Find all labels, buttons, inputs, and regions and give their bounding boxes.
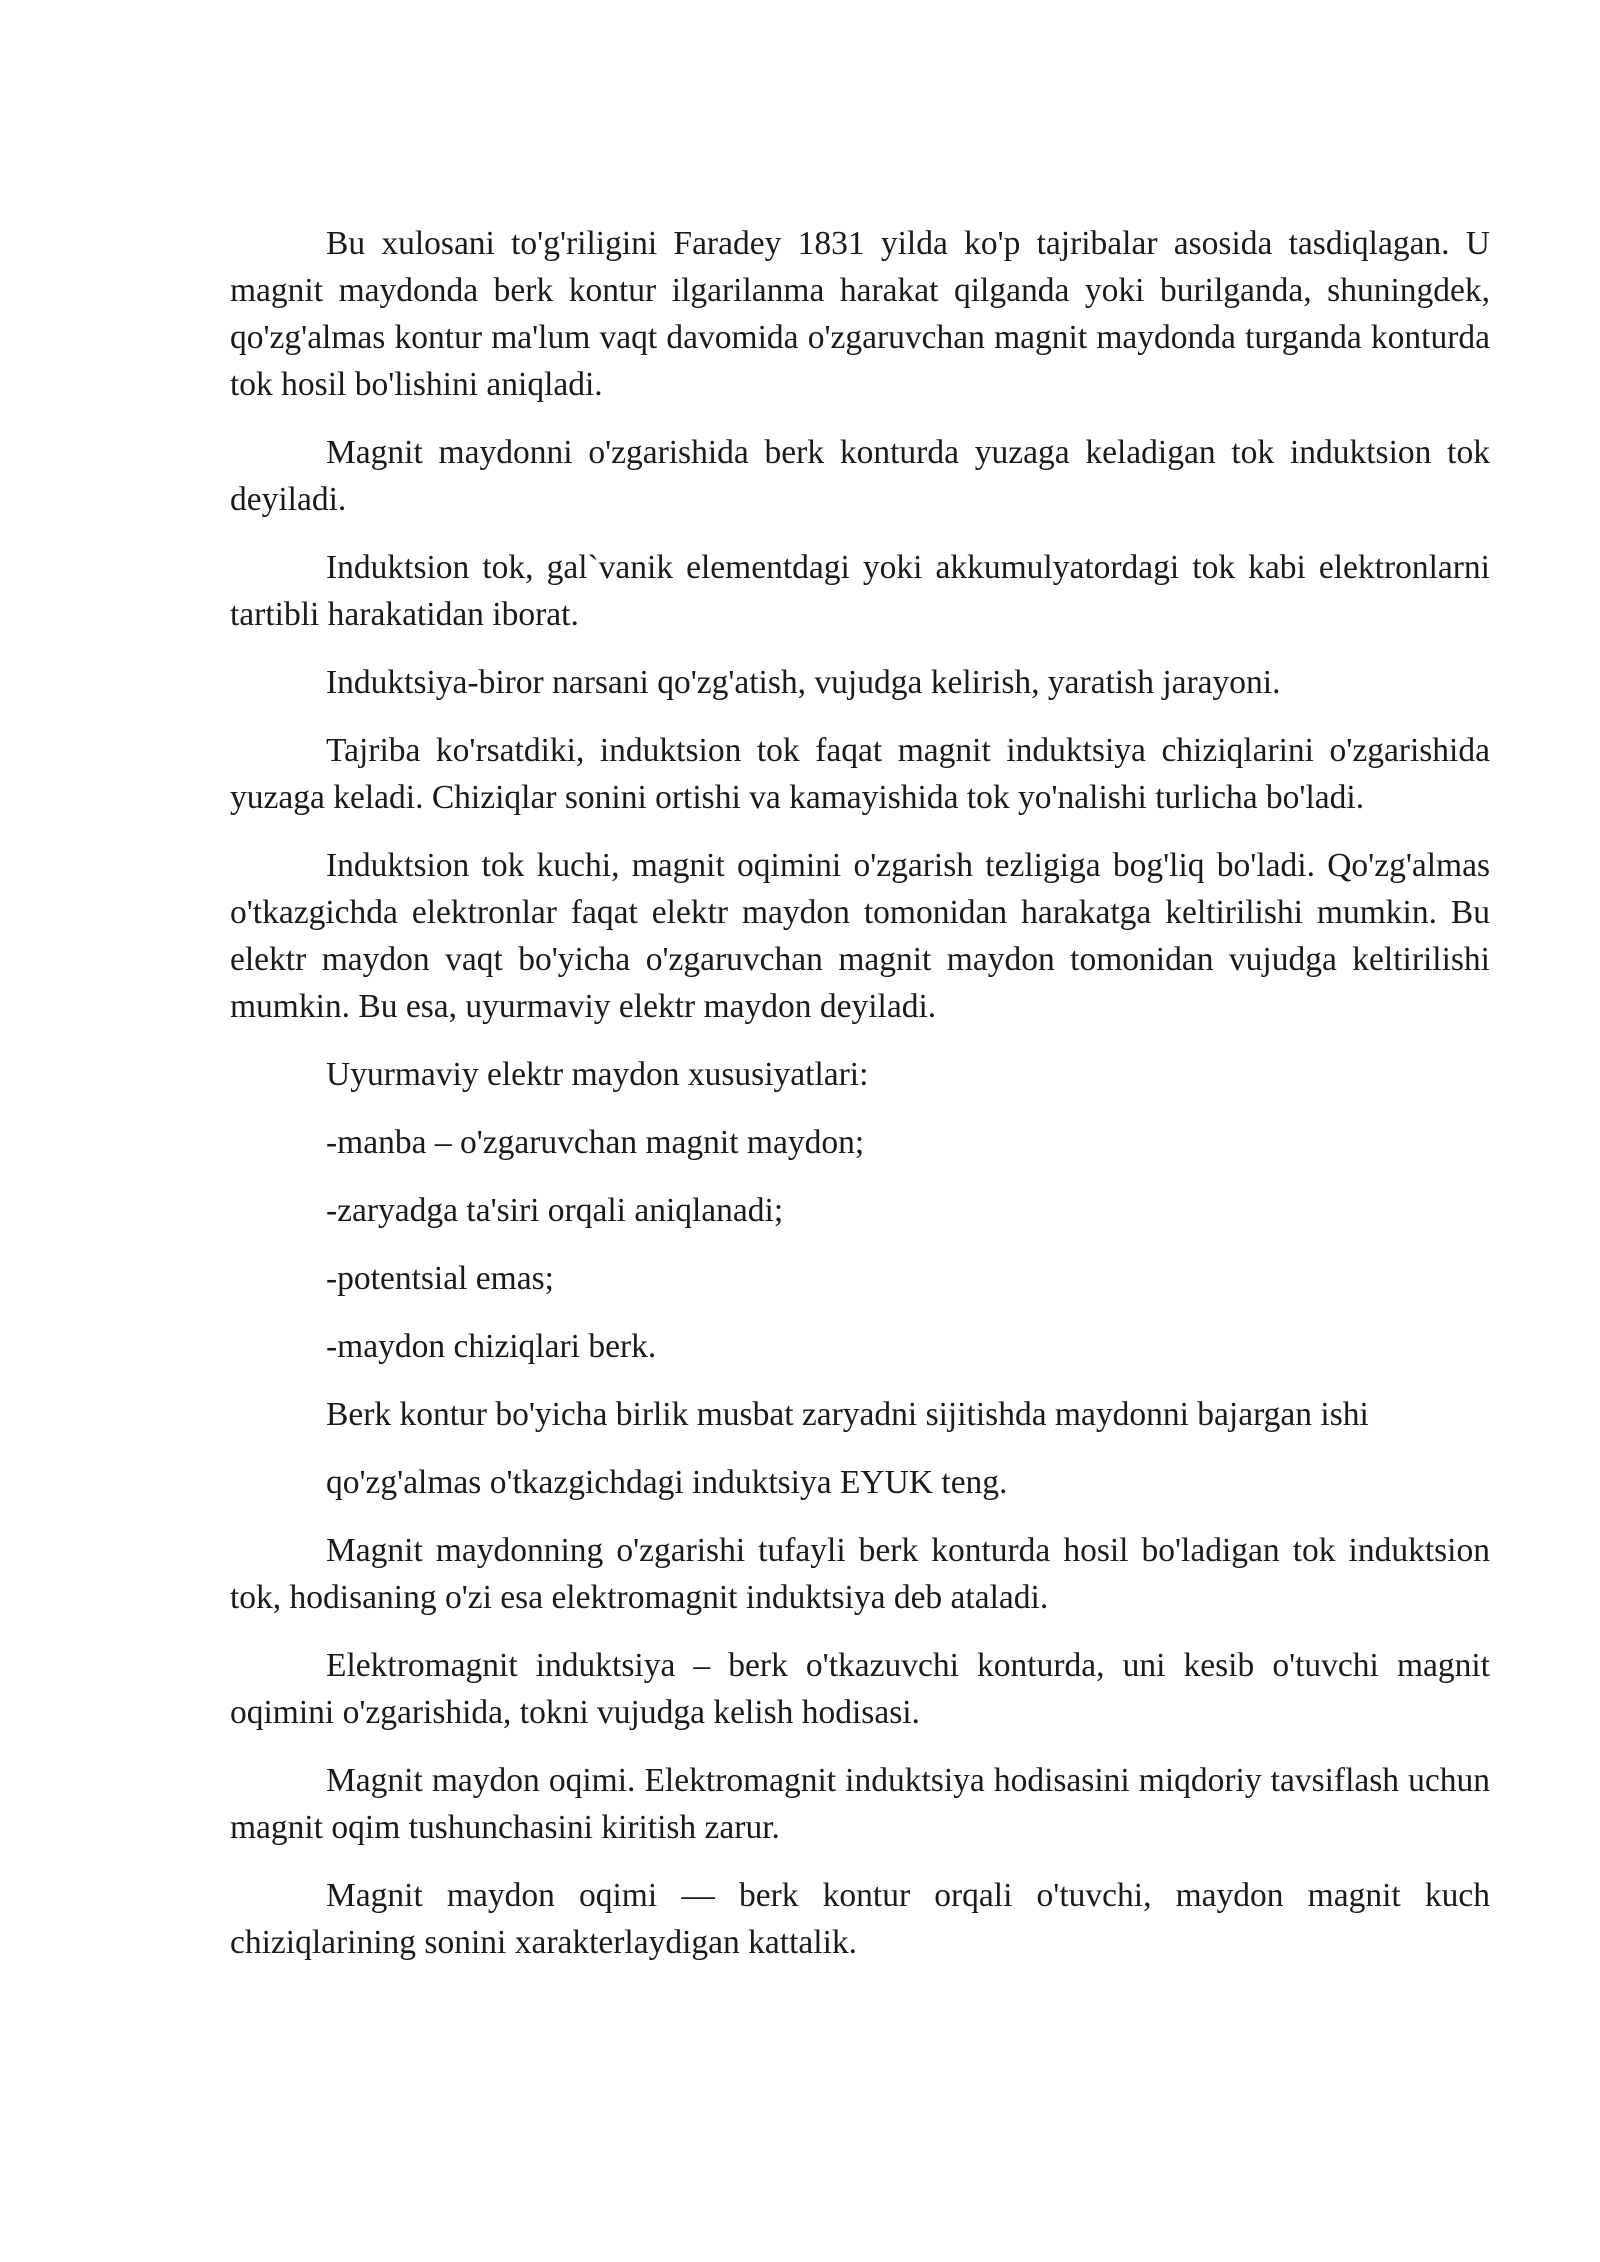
list-item-not-potential: -potentsial emas;	[326, 1260, 554, 1297]
list-item-closed-lines: -maydon chiziqlari berk.	[326, 1328, 657, 1365]
paragraph-experiment-shows: Tajriba ko'rsatdiki, induktsion tok faqat magnit induktsiya chiziqlarini o'zgarishida yuzaga keladi. Chiziqlar sonini ortishi va kamayishida tok yo'nalishi turlicha bo'ladi.	[230, 732, 1490, 816]
paragraph-em-induction-named: Magnit maydonning o'zgarishi tufayli berk konturda hosil bo'ladigan tok induktsion tok, hodisaning o'zi esa elektromagnit induktsiya deb ataladi.	[230, 1532, 1490, 1616]
paragraph-magnetic-flux-definition: Magnit maydon oqimi — berk kontur orqali o'tuvchi, maydon magnit kuch chiziqlarining sonini xarakterlaydigan kattalik.	[230, 1877, 1490, 1961]
paragraph-work-of-field: Berk kontur bo'yicha birlik musbat zaryadni sijitishda maydonni bajargan ishi	[326, 1396, 1369, 1433]
list-item-charge-effect: -zaryadga ta'siri orqali aniqlanadi;	[326, 1192, 784, 1229]
paragraph-induction-current-strength: Induktsion tok kuchi, magnit oqimini o'zgarish tezligiga bog'liq bo'ladi. Qo'zg'almas o'tkazgichda elektronlar faqat elektr maydon tomonidan harakatga keltirilishi mumkin. Bu elektr maydon vaqt bo'yicha o'zgaruvchan magnit maydon tomonidan vujudga keltirilishi mumkin. Bu esa, uyurmaviy elektr maydon deyiladi.	[230, 847, 1490, 1025]
paragraph-vortex-field-properties: Uyurmaviy elektr maydon xususiyatlari:	[326, 1056, 869, 1093]
paragraph-emf-equal: qo'zg'almas o'tkazgichdagi induktsiya EYUK teng.	[326, 1464, 1008, 1501]
paragraph-em-induction-definition: Elektromagnit induktsiya – berk o'tkazuvchi konturda, uni kesib o'tuvchi magnit oqimini o'zgarishida, tokni vujudga kelish hodisasi.	[230, 1647, 1490, 1731]
paragraph-induction-current-definition: Magnit maydonni o'zgarishida berk konturda yuzaga keladigan tok induktsion tok deyiladi.	[230, 434, 1490, 518]
paragraph-magnetic-flux-intro: Magnit maydon oqimi. Elektromagnit induktsiya hodisasini miqdoriy tavsiflash uchun magnit oqim tushunchasini kiritish zarur.	[230, 1762, 1490, 1846]
paragraph-induction-meaning: Induktsiya-biror narsani qo'zg'atish, vujudga kelirish, yaratish jarayoni.	[326, 664, 1281, 701]
paragraph-faraday-1831: Bu xulosani to'g'riligini Faradey 1831 yilda ko'p tajribalar asosida tasdiqlagan. U magnit maydonda berk kontur ilgarilanma harakat qilganda yoki burilganda, shuningdek, qo'zg'almas kontur ma'lum vaqt davomida o'zgaruvchan magnit maydonda turganda konturda tok hosil bo'lishini aniqladi.	[230, 225, 1490, 403]
list-item-source: -manba – o'zgaruvchan magnit maydon;	[326, 1124, 865, 1161]
document-body	[230, 220, 1490, 1987]
paragraph-induction-current-electrons: Induktsion tok, gal`vanik elementdagi yoki akkumulyatordagi tok kabi elektronlarni tartibli harakatidan iborat.	[230, 549, 1490, 633]
